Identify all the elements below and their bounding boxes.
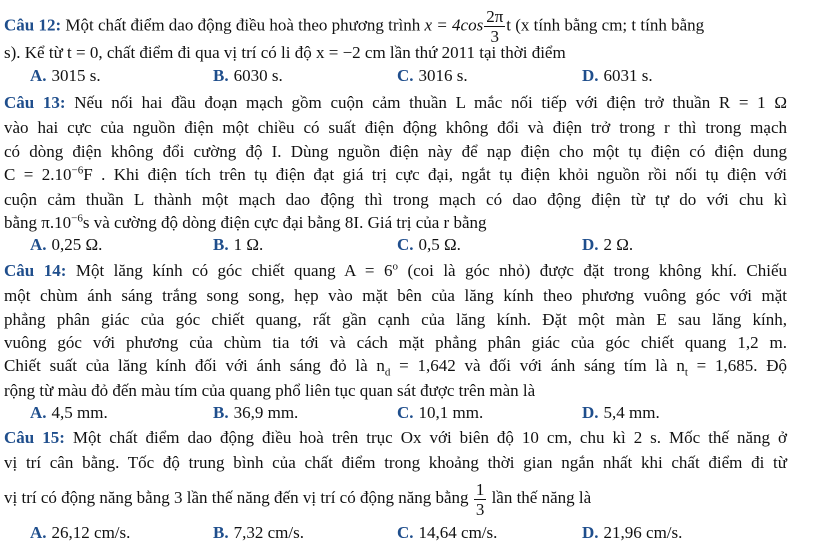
option-text: 0,5 Ω.	[418, 235, 461, 254]
q14-text-5a: Chiết suất của lăng kính đối với ánh sáng đỏ là n	[4, 356, 385, 375]
option-text: 1 Ω.	[233, 235, 264, 254]
option-text: 7,32 cm/s.	[233, 523, 304, 542]
q13-label: Câu 13:	[4, 93, 66, 112]
q14-option-d[interactable]	[582, 403, 660, 423]
q14-sub-d: d	[384, 366, 391, 379]
q15-text-3b: lần thế năng là	[491, 488, 592, 507]
q14-line-3: phẳng phân giác của góc chiết quang, rất gần cạnh của lăng kính. Đặt một màn E sau lăng kính,	[4, 310, 787, 329]
option-letter: B.	[213, 403, 229, 422]
q14-text-1b: (coi là góc nhỏ) được đặt trong không khí. Chiếu	[397, 261, 787, 280]
option-letter: C.	[397, 66, 414, 85]
q13-text-1: Nếu nối hai đầu đoạn mạch gồm cuộn cảm thuần L mắc nối tiếp với điện trở thuần R = 1 Ω	[74, 93, 787, 112]
q15-text-1: Một chất điểm dao động điều hoà trên trục Ox với biên độ 10 cm, chu kì 2 s. Mốc thế năng ở	[72, 428, 787, 447]
q15-fraction	[474, 481, 487, 518]
q12-equation: x = 4cos	[424, 15, 484, 35]
option-letter: A.	[30, 403, 47, 422]
q14-line-1	[4, 261, 787, 281]
q13-option-c[interactable]	[397, 235, 461, 255]
q14-line-2: một chùm ánh sáng trắng song song, hẹp vào mặt bên của lăng kính theo phương vuông góc với mặt	[4, 286, 787, 305]
q13-option-b[interactable]	[213, 235, 263, 255]
option-letter: C.	[397, 235, 414, 254]
q13-line-6	[4, 213, 487, 233]
q15-line-2: vị trí cân bằng. Tốc độ trung bình của chất điểm trong khoảng thời gian ngắn nhất khi chất điểm đi từ	[4, 453, 787, 472]
q15-text-3a: vị trí có động năng bằng 3 lần thế năng đến vị trí có động năng bằng	[4, 488, 469, 507]
q15-label: Câu 15:	[4, 428, 65, 447]
option-text: 21,96 cm/s.	[603, 523, 683, 542]
q14-label: Câu 14:	[4, 261, 67, 280]
q14-option-a[interactable]	[30, 403, 108, 423]
q12-option-b[interactable]	[213, 66, 283, 86]
q12-option-c[interactable]	[397, 66, 468, 86]
q15-line-1	[4, 428, 787, 448]
q13-line-3: có dòng điện không đổi cường độ I. Dùng nguồn điện này để nạp điện cho một tụ điện có điện dung	[4, 142, 787, 161]
option-letter: B.	[213, 523, 229, 542]
q13-line-2: vào hai cực của nguồn điện một chiều có suất điện động không đổi và điện trở trong r thì trong mạch	[4, 118, 787, 137]
q13-text-4: F . Khi điện tích trên tụ điện đạt giá trị cực đại, ngắt tụ điện khỏi nguồn rồi nối tụ điện với	[83, 165, 787, 184]
option-text: 2 Ω.	[603, 235, 634, 254]
option-letter: B.	[213, 235, 229, 254]
q15-line-3	[4, 479, 592, 519]
q13-capacitance-exp: −6	[71, 164, 84, 177]
q14-sub-t: t	[684, 366, 688, 379]
q12-option-a[interactable]	[30, 66, 101, 86]
q14-text-5c: = 1,685. Độ	[687, 356, 787, 375]
q15-option-c[interactable]	[397, 523, 497, 543]
q14-option-c[interactable]	[397, 403, 483, 423]
q14-line-4: vuông góc với phương của chùm tia tới và cách mặt phẳng phân giác của góc chiết quang 1,2 m.	[4, 333, 787, 352]
option-text: 10,1 mm.	[418, 403, 484, 422]
q14-line-6: rộng từ màu đỏ đến màu tím của quang phổ liên tục quan sát được trên màn là	[4, 381, 536, 400]
q12-line-2: s). Kể từ t = 0, chất điểm đi qua vị trí có li độ x = −2 cm lần thứ 2011 tại thời điểm	[4, 43, 566, 62]
q12-fraction	[484, 8, 505, 45]
option-letter: A.	[30, 66, 47, 85]
q15-option-d[interactable]	[582, 523, 682, 543]
option-text: 6031 s.	[603, 66, 653, 85]
option-letter: C.	[397, 403, 414, 422]
option-text: 14,64 cm/s.	[418, 523, 498, 542]
option-letter: D.	[582, 403, 599, 422]
q13-capacitance: C = 2.10	[4, 165, 72, 184]
option-text: 0,25 Ω.	[51, 235, 103, 254]
q13-line-4	[4, 165, 787, 185]
q15-option-a[interactable]	[30, 523, 130, 543]
q12-fraction-num: 2π	[486, 7, 504, 26]
q14-text-5b: = 1,642 và đối với ánh sáng tím là n	[390, 356, 685, 375]
option-letter: A.	[30, 523, 47, 542]
option-letter: C.	[397, 523, 414, 542]
q12-option-d[interactable]	[582, 66, 653, 86]
q13-period-exp: −6	[71, 212, 83, 225]
q13-line-1	[4, 93, 787, 113]
q13-option-a[interactable]	[30, 235, 102, 255]
q13-line-5: cuộn cảm thuần L thành một mạch dao động thì trong mạch có dao động điện từ tự do với chu kì	[4, 190, 787, 209]
q15-fraction-den: 3	[475, 499, 485, 519]
option-text: 3015 s.	[51, 66, 101, 85]
option-text: 3016 s.	[418, 66, 468, 85]
option-letter: D.	[582, 523, 599, 542]
option-letter: D.	[582, 235, 599, 254]
q12-text-1a: Một chất điểm dao động điều hoà theo phương trình	[65, 15, 421, 35]
q15-option-b[interactable]	[213, 523, 304, 543]
option-letter: D.	[582, 66, 599, 85]
option-letter: B.	[213, 66, 229, 85]
q14-line-5	[4, 356, 787, 379]
option-text: 4,5 mm.	[51, 403, 108, 422]
q12-label: Câu 12:	[4, 15, 62, 35]
q13-option-d[interactable]	[582, 235, 633, 255]
q15-fraction-num: 1	[475, 479, 485, 499]
q13-text-6: s và cường độ dòng điện cực đại bằng 8I. Giá trị của r bằng	[82, 213, 487, 232]
option-text: 5,4 mm.	[603, 403, 660, 422]
q13-period: bằng π.10	[4, 213, 72, 232]
option-letter: A.	[30, 235, 47, 254]
q12-line-1	[4, 8, 704, 45]
option-text: 36,9 mm.	[233, 403, 299, 422]
q14-option-b[interactable]	[213, 403, 298, 423]
q12-text-1b: t (x tính bằng cm; t tính bằng	[506, 15, 705, 35]
option-text: 26,12 cm/s.	[51, 523, 131, 542]
q14-degree: o	[392, 260, 398, 273]
option-text: 6030 s.	[233, 66, 283, 85]
q14-text-1a: Một lăng kính có góc chiết quang A = 6	[75, 261, 393, 280]
q12-fraction-den: 3	[490, 27, 499, 46]
